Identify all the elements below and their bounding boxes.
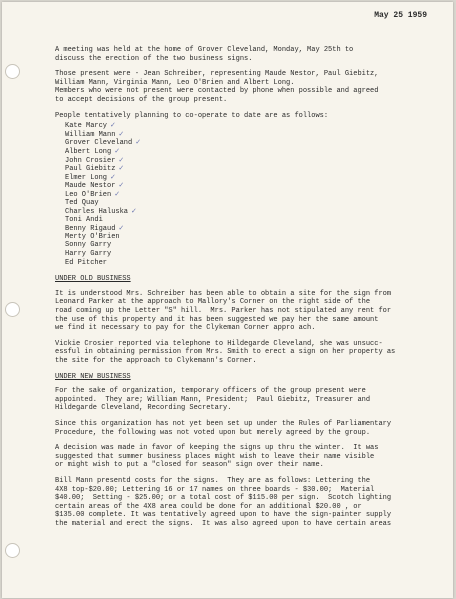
check-mark-icon: ✓	[131, 207, 137, 216]
list-item	[65, 241, 439, 250]
check-mark-icon: ✓	[114, 146, 121, 155]
person-name: Leo O'Brien	[65, 190, 112, 199]
person-name: Sonny Garry	[65, 241, 112, 250]
person-name: Ted Quay	[65, 198, 99, 207]
list-item	[65, 233, 439, 242]
old-business-heading: UNDER OLD BUSINESS	[55, 275, 131, 284]
check-mark-icon: ✓	[118, 155, 125, 164]
list-item	[65, 130, 439, 139]
check-mark-icon: ✓	[118, 164, 125, 173]
list-item	[65, 156, 439, 165]
new-business-paragraph-4: Bill Mann presentd costs for the signs. They are as follows: Lettering the 4X8 top-$20.00; Lettering 16 or 17 names on three boards - $30.00; Material $40.00; Setting - $25.00; or a total cost of $115.00 per sign. Scotch lighting certain areas of the 4X8 area could be done for an additional $20.00 , or $135.00 complete. It was tentatively agreed upon to have the sign-painter supply the material and erect the signs. It was also agreed upon to have certain areas	[55, 476, 392, 528]
person-name: Harry Garry	[65, 250, 112, 259]
list-item	[65, 216, 439, 225]
list-item	[65, 224, 439, 233]
list-item	[65, 147, 439, 156]
list-item	[65, 207, 439, 216]
check-mark-icon: ✓	[118, 224, 125, 233]
person-name: Toni Andi	[65, 215, 103, 224]
list-item	[65, 250, 439, 259]
list-item	[65, 199, 439, 208]
person-name: Maude Nestor	[65, 182, 116, 191]
people-list	[65, 121, 439, 267]
new-business-paragraph-2: Since this organization has not yet been set up under the Rules of Parliamentary Procedure, the following was not voted upon but merely agreed by the group.	[55, 419, 392, 437]
check-mark-icon: ✓	[110, 172, 116, 181]
check-mark-icon: ✓	[118, 181, 125, 190]
new-business-paragraph-3: A decision was made in favor of keeping the signs up thru the winter. It was suggested that summer business places might wish to leave their name visible or might wish to put a "closed for season" sign over their name.	[55, 444, 379, 470]
list-item	[65, 121, 439, 130]
attendees-paragraph: Those present were - Jean Schreiber, representing Maude Nestor, Paul Giebitz, William Mann, Virginia Mann, Leo O'Brien and Albert Long. Members who were not present were contacted by phone when possible and agreed to accept decisions of the group present.	[55, 70, 379, 104]
list-item	[65, 190, 439, 199]
person-name: Kate Marcy	[65, 122, 108, 131]
person-name: Grover Cleveland	[65, 139, 133, 148]
people-intro: People tentatively planning to co-operate to date are as follows:	[55, 111, 329, 120]
check-mark-icon: ✓	[114, 189, 121, 198]
old-business-paragraph-2: Vickie Crosier reported via telephone to Hildegarde Cleveland, she was unsucc- essful in obtaining permission from Mrs. Smith to erect a sign on her property as the site for the approach to Clykemann's Corner.	[55, 339, 396, 365]
check-mark-icon: ✓	[135, 138, 142, 147]
person-name: Albert Long	[65, 147, 112, 156]
document-page	[2, 2, 453, 598]
document-body	[55, 46, 439, 529]
person-name: Charles Haluska	[65, 208, 129, 217]
intro-paragraph: A meeting was held at the home of Grover Cleveland, Monday, May 25th to discuss the erection of the two business signs.	[55, 46, 354, 63]
person-name: Ed Pitcher	[65, 258, 108, 267]
new-business-paragraph-1: For the sake of organization, temporary officers of the group present were appointed. They are; William Mann, President; Paul Giebitz, Treasurer and Hildegarde Cleveland, Recording Secretary.	[55, 387, 371, 413]
list-item	[65, 259, 439, 268]
person-name: Paul Giebitz	[65, 165, 116, 174]
check-mark-icon: ✓	[110, 121, 116, 130]
person-name: Benny Rigaud	[65, 225, 116, 234]
list-item	[65, 181, 439, 190]
punch-hole	[5, 302, 20, 317]
list-item	[65, 173, 439, 182]
check-mark-icon: ✓	[118, 129, 125, 138]
new-business-heading: UNDER NEW BUSINESS	[55, 372, 131, 381]
old-business-paragraph-1: It is understood Mrs. Schreiber has been able to obtain a site for the sign from Leonard Parker at the approach to Mallory's Corner on the right side of the road coming up the Letter "S" hill. Mrs. Parker has not stipulated any rent for the use of this property and it has been suggested we pay her the same amount we find it necessary to pay for the Clykeman Corner appro ach.	[55, 289, 392, 333]
person-name: William Mann	[65, 130, 116, 139]
person-name: Elmer Long	[65, 173, 108, 182]
person-name: John Crosier	[65, 156, 116, 165]
punch-hole	[5, 543, 20, 558]
document-date: May 25 1959	[374, 11, 427, 20]
list-item	[65, 164, 439, 173]
person-name: Merty O'Brien	[65, 232, 120, 241]
punch-hole	[5, 64, 20, 79]
list-item	[65, 138, 439, 147]
